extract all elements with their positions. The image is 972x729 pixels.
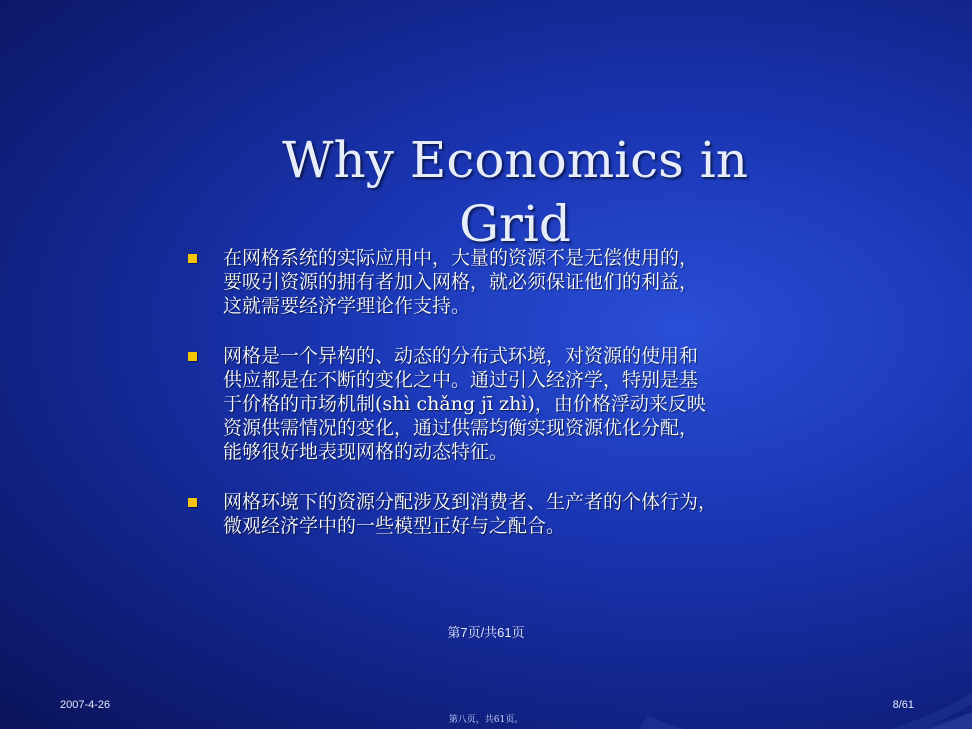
bullet-text-line: 在网格系统的实际应用中，大量的资源不是无偿使用的， [223,247,699,269]
slide-date: 2007-4-26 [60,699,111,711]
bullet-list [183,246,803,564]
bullet-text-line: 能够很好地表现网格的动态特征。 [223,441,509,463]
bullet-square-icon [188,352,197,361]
bullet-text-line: 于价格的市场机制(shì chǎng jī zhì)，由价格浮动来反映 [223,393,706,415]
page-footnote: 第八页，共61页。 [448,715,524,725]
page-count: 第7页/共61页 [447,625,525,640]
bullet-item [183,246,803,318]
bullet-text-line: 供应都是在不断的变化之中。通过引入经济学，特别是基 [223,369,699,391]
bullet-item [183,344,803,464]
bullet-square-icon [188,498,197,507]
bullet-text-line: 这就需要经济学理论作支持。 [223,295,471,317]
bullet-text-line: 要吸引资源的拥有者加入网格，就必须保证他们的利益， [223,271,699,293]
bullet-text-line: 微观经济学中的一些模型正好与之配合。 [223,515,566,537]
bullet-text-line: 网格是一个异构的、动态的分布式环境，对资源的使用和 [223,345,699,367]
bullet-text-line: 资源供需情况的变化，通过供需均衡实现资源优化分配， [223,417,699,439]
bullet-item [183,490,803,538]
slide-title: Why Economics in Grid [282,131,748,253]
slide-number: 8/61 [892,699,914,711]
bullet-text-line: 网格环境下的资源分配涉及到消费者、生产者的个体行为， [223,491,718,513]
bullet-square-icon [188,254,197,263]
